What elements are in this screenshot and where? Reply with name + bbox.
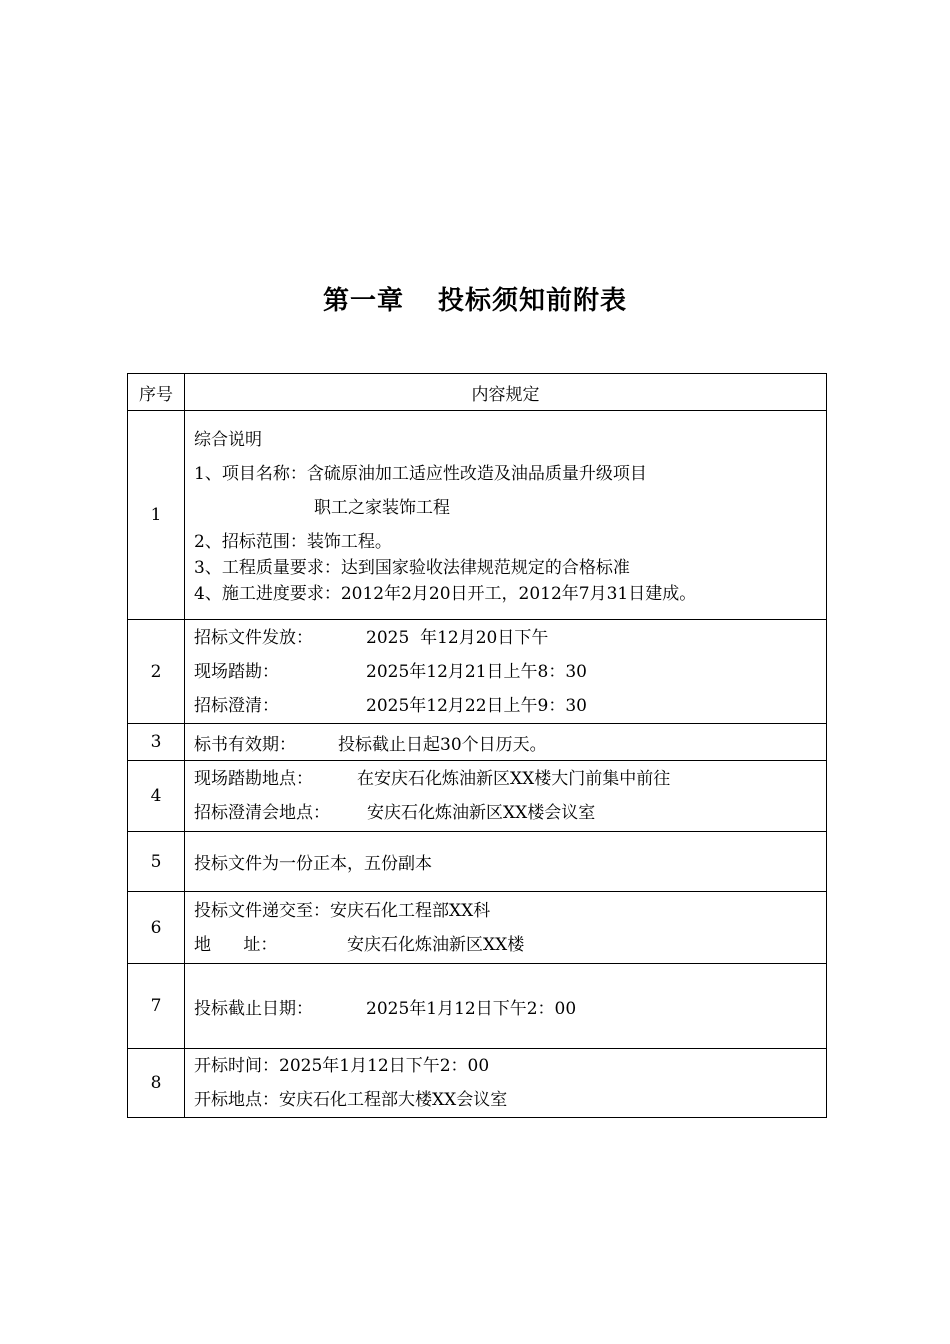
table-row bbox=[128, 1049, 827, 1118]
table-row bbox=[128, 964, 827, 1049]
row-number: 7 bbox=[128, 964, 185, 1049]
row-content bbox=[185, 964, 827, 1049]
table-row bbox=[128, 411, 827, 620]
row-content bbox=[185, 761, 827, 832]
header-number: 序号 bbox=[128, 374, 185, 411]
row-line bbox=[194, 730, 826, 755]
row-label: 招标文件发放： bbox=[194, 627, 313, 648]
chapter-number: 第一章 bbox=[322, 286, 404, 316]
page-title bbox=[0, 280, 950, 317]
row-number: 6 bbox=[128, 892, 185, 964]
row-line: 开标地点：安庆石化工程部大楼XX会议室 bbox=[194, 1090, 508, 1110]
row-value: 安庆石化炼油新区XX楼 bbox=[347, 934, 525, 955]
row-line bbox=[194, 928, 826, 962]
row-label: 标书有效期： bbox=[194, 734, 296, 755]
row-value: 在安庆石化炼油新区XX楼大门前集中前往 bbox=[357, 769, 671, 789]
row-line bbox=[194, 994, 826, 1019]
table-row bbox=[128, 892, 827, 964]
row-value: 2025年12月22日上午9：30 bbox=[366, 695, 587, 716]
row-line bbox=[194, 796, 826, 830]
row-number: 3 bbox=[128, 724, 185, 761]
table-row bbox=[128, 620, 827, 724]
row-label: 投标文件递交至： bbox=[194, 900, 330, 921]
row-line bbox=[194, 655, 826, 689]
row-line: 综合说明 bbox=[194, 430, 262, 450]
row-line bbox=[194, 621, 826, 655]
row-content: 投标文件为一份正本，五份副本 bbox=[185, 832, 827, 892]
row-number: 4 bbox=[128, 761, 185, 832]
row-number: 2 bbox=[128, 620, 185, 724]
row-value: 2025年1月12日下午2：00 bbox=[366, 998, 577, 1019]
row-label: 招标澄清会地点： bbox=[194, 803, 330, 823]
row-content bbox=[185, 1049, 827, 1118]
row-label: 地 址： bbox=[194, 934, 278, 955]
row-value: 2025 年12月20日下午 bbox=[366, 627, 549, 648]
row-content bbox=[185, 892, 827, 964]
row-number: 5 bbox=[128, 832, 185, 892]
row-content bbox=[185, 724, 827, 761]
row-label: 投标截止日期： bbox=[194, 998, 313, 1019]
table-row bbox=[128, 724, 827, 761]
table-row bbox=[128, 832, 827, 892]
row-line: 4、施工进度要求：2012年2月20日开工，2012年7月31日建成。 bbox=[194, 584, 697, 604]
row-value: 投标截止日起30个日历天。 bbox=[338, 734, 547, 755]
row-line: 2、招标范围：装饰工程。 bbox=[194, 532, 392, 552]
chapter-name: 投标须知前附表 bbox=[438, 286, 628, 316]
row-line: 职工之家装饰工程 bbox=[314, 498, 450, 518]
row-line bbox=[194, 894, 826, 928]
header-content: 内容规定 bbox=[185, 374, 827, 411]
row-line bbox=[194, 689, 826, 723]
table-row bbox=[128, 761, 827, 832]
bid-instructions-table bbox=[127, 373, 827, 1118]
row-content bbox=[185, 620, 827, 724]
row-line: 1、项目名称：含硫原油加工适应性改造及油品质量升级项目 bbox=[194, 464, 647, 484]
table-header-row bbox=[128, 374, 827, 411]
row-line bbox=[194, 762, 826, 796]
row-number: 8 bbox=[128, 1049, 185, 1118]
row-value: 安庆石化工程部XX科 bbox=[330, 900, 491, 921]
row-line: 3、工程质量要求：达到国家验收法律规范规定的合格标准 bbox=[194, 558, 630, 578]
row-value: 安庆石化炼油新区XX楼会议室 bbox=[367, 803, 596, 823]
row-value: 2025年12月21日上午8：30 bbox=[366, 661, 587, 682]
row-label: 招标澄清： bbox=[194, 695, 279, 716]
row-line: 开标时间：2025年1月12日下午2：00 bbox=[194, 1056, 490, 1076]
row-content bbox=[185, 411, 827, 620]
row-label: 现场踏勘地点： bbox=[194, 769, 313, 789]
row-label: 现场踏勘： bbox=[194, 661, 279, 682]
row-number: 1 bbox=[128, 411, 185, 620]
